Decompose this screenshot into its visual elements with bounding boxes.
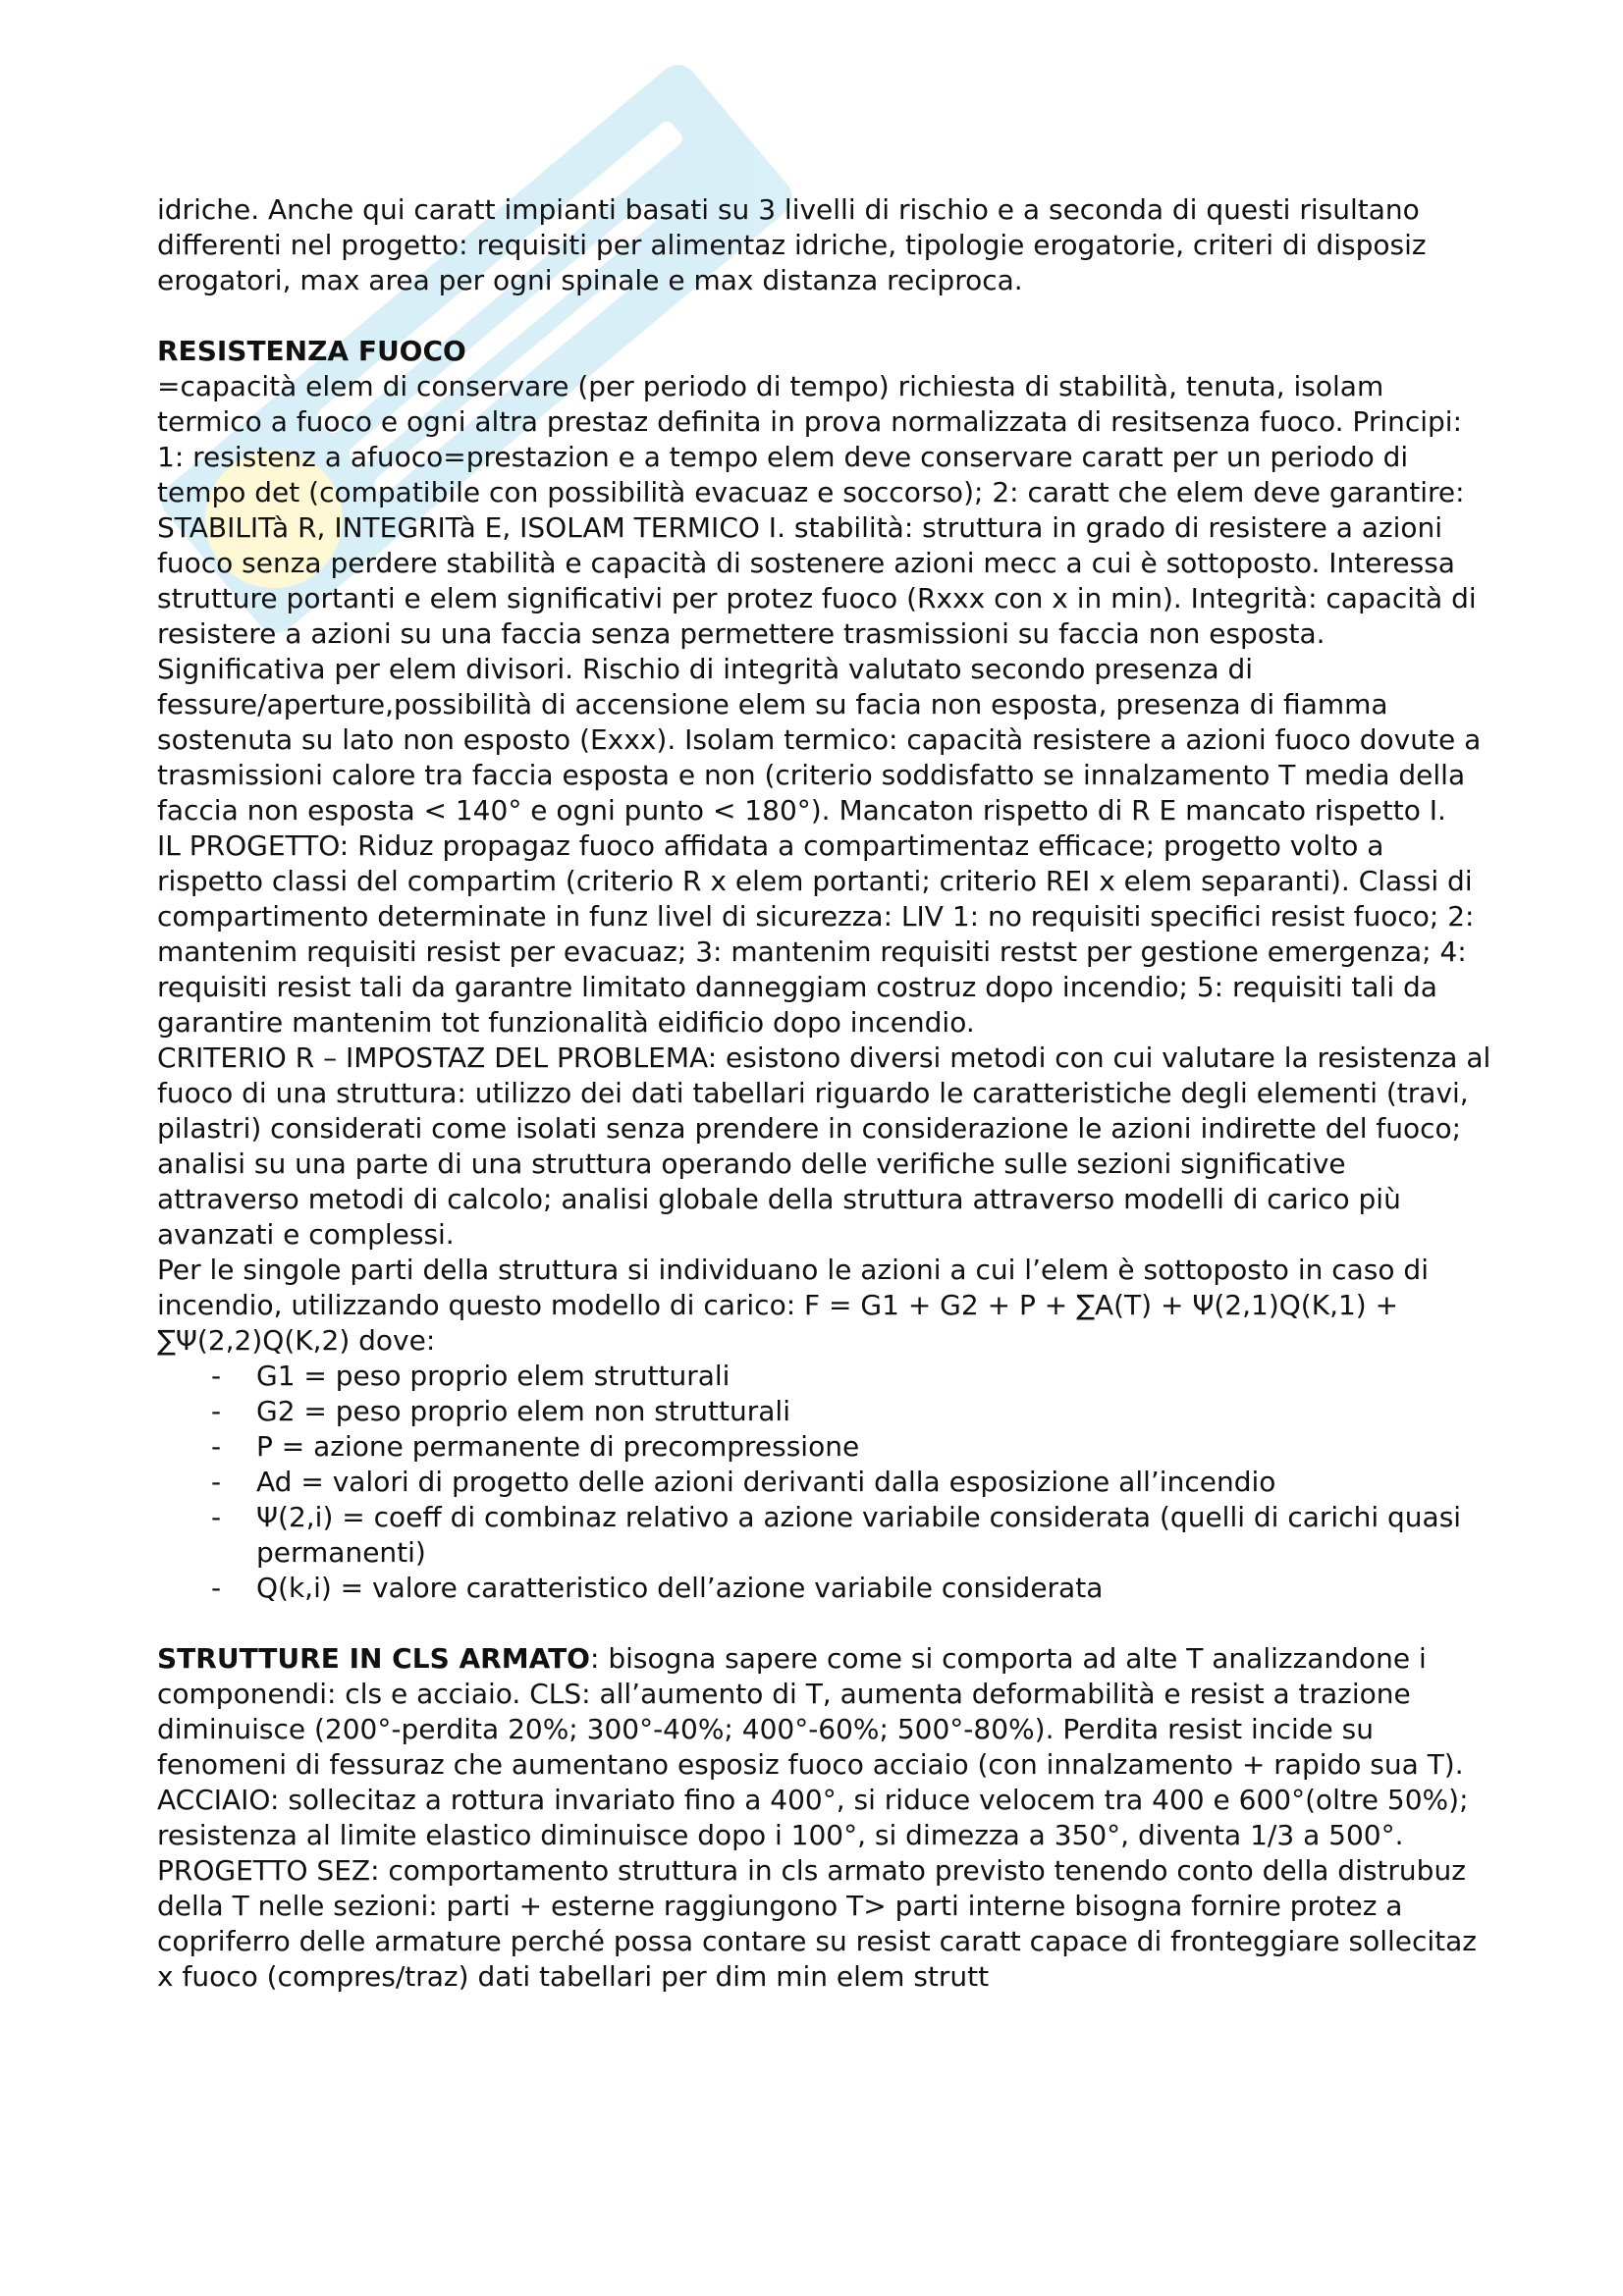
list-item: - G1 = peso proprio elem strutturali — [211, 1360, 730, 1392]
list-bullet: - — [211, 1501, 222, 1533]
section-heading-cls: STRUTTURE IN CLS ARMATO — [157, 1642, 590, 1675]
cls-body: : bisogna sapere come si comporta ad alte T analizzandone i componendi: cls e acciaio. CLS: all’aumento di T, aumenta deformabilità e resist a trazione diminuisce (200°-perdita 20%; 300°-40%; 400°-60%; 500°-80%). Perdita resist incide su fenomeni di fessuraz che aumentano esposiz fuoco acciaio (con innalzamento + rapido sua T). ACCIAIO: sollecitaz a rottura invariato fino a 400°, si riduce velocem tra 400 e 600°(oltre 50%); resistenza al limite elastico diminuisce dopo i 100°, si dimezza a 350°, diventa 1/3 a 500°. — [157, 1642, 1469, 1851]
section-heading-resistenza: RESISTENZA FUOCO — [157, 335, 466, 367]
list-item: - G2 = peso proprio elem non strutturali — [211, 1395, 790, 1427]
list-bullet: - — [211, 1430, 222, 1463]
spacer — [157, 298, 1492, 334]
intro-paragraph: idriche. Anche qui caratt impianti basati su 3 livelli di rischio e a seconda di questi risultano differenti nel progetto: requisiti per alimentaz idriche, tipologie erogatorie, criteri di disposiz erogatori, max area per ogni spinale e max distanza reciproca. — [157, 193, 1427, 296]
resistenza-paragraph: =capacità elem di conservare (per periodo di tempo) richiesta di stabilità, tenuta, isolam termico a fuoco e ogni altra prestaz definita in prova normalizzata di resitsenza fuoco. Principi: 1: resistenz a afuoco=prestazion e a tempo elem deve conservare caratt per un periodo di tempo det (compatibile con possibilità evacuaz e soccorso); 2: caratt che elem deve garantire: STABILITà R, INTEGRITà E, ISOLAM TERMICO I. stabilità: struttura in grado di resistere a azioni fuoco senza perdere stabilità e capacità di sostenere azioni mecc a cui è sottoposto. Interessa strutture portanti e elem significativi per protez fuoco (Rxxx con x in min). Integrità: capacità di resistere a azioni su una faccia senza permettere trasmissioni su faccia non esposta. Significativa per elem divisori. Rischio di integrità valutato secondo presenza di fessure/aperture,possibilità di accensione elem su facia non esposta, presenza di fiamma sostenuta su lato non esposto (Exxx). Isolam termico: capacità resistere a azioni fuoco dovute a trasmissioni calore tra faccia esposta e non (criterio soddisfatto se innalzamento T media della faccia non esposta < 140° e ogni punto < 180°). Mancaton rispetto di R E mancato rispetto I. — [157, 370, 1482, 827]
document-page — [157, 192, 1492, 1995]
criterio-paragraph: CRITERIO R – IMPOSTAZ DEL PROBLEMA: esistono diversi metodi con cui valutare la resistenza al fuoco di una struttura: utilizzo dei dati tabellari riguardo le caratteristiche degli elementi (travi, pilastri) considerati come isolati senza prendere in considerazione le azioni indirette del fuoco; analisi su una parte di una struttura operando delle verifiche sulle sezioni significative attraverso metodi di calcolo; analisi globale della struttura attraverso modelli di carico più avanzati e complessi. — [157, 1041, 1491, 1251]
list-bullet: - — [211, 1395, 222, 1427]
list-item: - Q(k,i) = valore caratteristico dell’azione variabile considerata — [211, 1572, 1104, 1604]
list-item: - Ad = valori di progetto delle azioni derivanti dalla esposizione all’incendio — [211, 1466, 1276, 1498]
list-bullet: - — [211, 1360, 222, 1392]
list-item: - Ψ(2,i) = coeff di combinaz relativo a azione variabile considerata (quelli di carichi quasi permanenti) — [211, 1501, 1462, 1569]
list-item: - P = azione permanente di precompressione — [211, 1430, 860, 1463]
list-bullet: - — [211, 1466, 222, 1498]
progetto-paragraph: IL PROGETTO: Riduz propagaz fuoco affidata a compartimentaz efficace; progetto volto a rispetto classi del compartim (criterio R x elem portanti; criterio REI x elem separanti). Classi di compartimento determinate in funz livel di sicurezza: LIV 1: no requisiti specifici resist fuoco; 2: mantenim requisiti resist per evacuaz; 3: mantenim requisiti restst per gestione emergenza; 4: requisiti resist tali da garantre limitato danneggiam costruz dopo incendio; 5: requisiti tali da garantire mantenim tot funzionalità eidificio dopo incendio. — [157, 829, 1475, 1039]
load-model-list — [157, 1359, 1492, 1606]
modello-paragraph: Per le singole parti della struttura si individuano le azioni a cui l’elem è sottoposto in caso di incendio, utilizzando questo modello di carico: F = G1 + G2 + P + ∑A(T) + Ψ(2,1)Q(K,1) + ∑Ψ(2,2)Q(K,2) dove: — [157, 1254, 1429, 1357]
cls-paragraph — [157, 1641, 1492, 1853]
spacer — [157, 1606, 1492, 1641]
list-bullet: - — [211, 1572, 222, 1604]
progetto-sez-paragraph: PROGETTO SEZ: comportamento struttura in cls armato previsto tenendo conto della distrubuz della T nelle sezioni: parti + esterne raggiungono T> parti interne bisogna fornire protez a copriferro delle armature perché possa contare su resist caratt capace di fronteggiare sollecitaz x fuoco (compres/traz) dati tabellari per dim min elem strutt — [157, 1854, 1477, 1993]
